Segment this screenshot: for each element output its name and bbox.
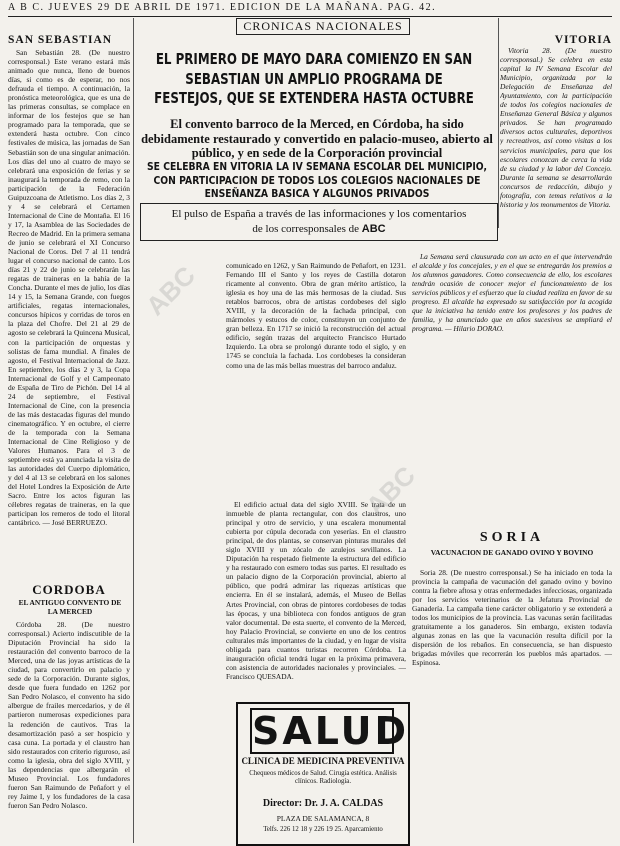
- ad-address: PLAZA DE SALAMANCA, 8: [276, 814, 370, 823]
- right-column-divider: [498, 18, 499, 228]
- ad-title: SALUD: [252, 709, 410, 753]
- cordoba-continued-body: comunicado en 1262, y San Raimundo de Peñafort, en 1231. Fernando III el Santo y los reyes de Castilla dotaron ricamente al convento. Obra de gran mérito artístico, la iglesia es hoy una de las más hermosas de la ciudad. Sus retablos barrocos, obra de artistas cordobeses del siglo XVIII, y la decoración de la fachada principal, con mármoles y estucos de color, constituyen un conjunto de gran belleza. En 1717 se inició la reconstrucción del actual edificio, según trazas del arquitecto Francisco Hurtado Izquierdo. La obra se prolongó durante todo el siglo, y en 1745 se concluía la fachada. Los cordobeses la consideran como una de las más bellas muestras del barroco andaluz.: [226, 261, 406, 370]
- salud-advertisement: [236, 702, 410, 846]
- ad-text: Chequeos médicos de Salud. Cirugía estética. Análisis clínicos. Radiología.: [249, 770, 397, 785]
- san-sebastian-title: SAN SEBASTIAN: [8, 34, 113, 46]
- cordoba-body: Córdoba 28. (De nuestro corresponsal.) Acierto indiscutible de la Diputación Provincial ha sido la restauración del convento barroco de la Merced, una de las joyas artísticas de la ciudad, para convertirlo en palacio y sede de la Corporación. Durante siglos, desde que fuera fundado en 1262 por San Pedro Nolasco, el convento ha sido albergue de frailes mercedarios, y de él partieron numerosas expediciones para la redención de cautivos. Tras la desamortización pasó a ser hospicio y casa cuna. La portada y el claustro han sido restaurados con criterio riguroso, así como la iglesia, obra del siglo XVIII, y las dependencias que albergarán el Museo Provincial. Los fundadores fueron San Raimundo de Peñafort y el rey Jaime I, y los fundadores de la casa fueron San Pedro Nolasco.: [8, 620, 130, 810]
- cordoba-edificio-body: El edificio actual data del siglo XVIII. Se trata de un inmueble de planta rectangular, con dos claustros, uno principal y otro de servicio, y una escalera monumental cubierta por cúpula decorada con yeserías. En el claustro principal, de dos plantas, se conservan pinturas murales del siglo XVIII y un zócalo de azulejos sevillanos. La Diputación ha respetado fielmente la estructura del edificio y ha restaurado con esmero todas sus partes. El resultado es un palacio digno de la Corporación provincial, abierto al público, que podrá admirar las riquezas artísticas que encierra. En él se instalará, además, el Museo de Bellas Artes Provincial, con obras de pintores cordobeses de todas las épocas, y una biblioteca con fondos antiguos de gran valor documental. De esta suerte, el convento de la Merced, hoy Palacio Provincial, se convierte en uno de los centros culturales más importantes de la ciudad, y en lugar de visita obligada para cuantos turistas recorren Córdoba. La inauguración oficial tendrá lugar en la próxima primavera, con asistencia de autoridades nacionales y provinciales. — Francisco QUESADA.: [226, 500, 406, 681]
- subhead-vitoria: SE CELEBRA EN VITORIA LA IV SEMANA ESCOLAR DEL MUNICIPIO, CON PARTICIPACION DE TODOS LOS COLEGIOS NACIONALES DE ENSEÑANZA BASICA Y ALGUNOS PRIVADOS: [147, 160, 487, 201]
- pulse-line-2-text: de los corresponsales de: [252, 223, 359, 235]
- ad-phone: Telfs. 226 12 18 y 226 19 25. Aparcamiento: [263, 826, 383, 833]
- subhead-cordoba: El convento barroco de la Merced, en Córdoba, ha sido debidamente restaurado y convertido en palacio-museo, abierto al público, y en sede de la Corporación provincial: [141, 117, 493, 161]
- san-sebastian-body: San Sebastián 28. (De nuestro corresponsal.) Este verano estará más animado que nunca, lleno de buenos días, si como es de esperar, no nos defrauda el tiempo. A continuación, la pronóstica meteorológica, que es una de las primeras consultas, se complace en informar de los festejos que se han programado para la temporada, que se extenderá hasta octubre. Con cinco festivales de música, las jornadas de San Sebastián son de una singular animación. Los días del uno al cuatro de mayo se celebrará una exposición de ferias y se inaugurará la temporada de remo, con la participación de la Federación Guipuzcoana de Atletismo. Los días 2, 3 y 4 se celebrará el Certamen Internacional de Cine de Montaña. El 16 y 17, la Asamblea de las Sociedades de Recreo de Madrid. En la primera semana de junio se celebrará el XI Concurso Nacional de Coros. Del 7 al 11 tendrá lugar el concurso nacional de canto. Los días 21 y 22 de junio se celebrarán las regatas de traineras en la bahía de la Concha. Durante el mes de julio, los días 14 y 15, la Semana Grande, con fuegos artificiales, regatas internacionales, concursos hípicos y corridas de toros en la plaza del Chofre. Del 21 al 29 de agosto se celebrará la Quincena Musical, con la participación de orquestas y solistas de fama mundial. A finales de agosto, el Festival Internacional de Jazz. En septiembre, los días 2 y 3, la Copa Internacional de Golf y el Campeonato de España de Tiro de Pichón. Del 14 al 24 de septiembre, el Festival Internacional de Cine, con la presencia de las más destacadas figuras del mundo cinematográfico. Y en octubre, el cierre de la temporada con la Semana Internacional de Cine Religioso y de Valores Humanos. Para el 3 de septiembre está ya anunciada la visita de las autoridades del Cuerpo diplomático, y del 4 al 13 se celebrará en los salones del Hotel Londres la Exposición de Arte Sacro. Entre los actos figuran las célebres regatas de traineras, en la que participan los remeros de todo el litoral cantábrico. — José BERRUEZO.: [8, 48, 130, 528]
- left-column-divider: [133, 18, 134, 843]
- abc-watermark: ABC: [140, 260, 202, 322]
- main-headline: EL PRIMERO DE MAYO DARA COMIENZO EN SAN SEBASTIAN UN AMPLIO PROGRAMA DE FESTEJOS, QUE SE EXTENDERA HASTA OCTUBRE: [154, 50, 474, 107]
- soria-subtitle: VACUNACION DE GANADO OVINO Y BOVINO: [430, 548, 594, 557]
- ad-subtitle: CLINICA DE MEDICINA PREVENTIVA: [241, 756, 405, 766]
- masthead-rule: [8, 16, 612, 17]
- abc-watermark: ABC: [360, 460, 422, 522]
- cordoba-title: CORDOBA: [32, 582, 106, 597]
- pulse-line-2: [141, 222, 497, 237]
- cordoba-subtitle: EL ANTIGUO CONVENTO DE LA MERCED: [18, 598, 122, 616]
- vitoria-body-italic: Vitoria 28. (De nuestro corresponsal.) Se celebra en esta capital la IV Semana Escolar del Municipio, organizada por la Delegación de Enseñanza del Ayuntamiento, con la participación de todos los colegios nacionales de Enseñanza General Básica y algunos privados. Se han programado diversos actos culturales, deportivos y recreativos, así como visitas a los servicios municipales, para que los escolares conozcan de cerca la vida de su ciudad y la labor del Concejo. Durante la semana se desarrollarán concursos de redacción, dibujo y fotografía, con temas relativos a la historia y los monumentos de Vitoria.: [500, 46, 612, 209]
- ad-director: Director: Dr. J. A. CALDAS: [262, 798, 384, 809]
- soria-title: SORIA: [479, 530, 545, 545]
- vitoria-title: VITORIA: [554, 34, 612, 46]
- soria-body: Soria 28. (De nuestro corresponsal.) Se ha iniciado en toda la provincia la campaña de vacunación del ganado ovino y bovino contra la fiebre aftosa y otras enfermedades infecciosas, organizada por los servicios veterinarios de la Jefatura Provincial de Ganadería. La campaña tiene carácter obligatorio y se extenderá a todos los municipios de la provincia. Las vacunas serán facilitadas gratuitamente a los ganaderos. Sin embargo, existen todavía algunas zonas en las que la vacunación resulta difícil por la dispersión de los rebaños. En consecuencia, se han dispuesto brigadas móviles que recorrerán los pueblos más apartados. — Espinosa.: [412, 568, 612, 668]
- pulse-line-1: El pulso de España a través de las informaciones y los comentarios: [171, 208, 467, 220]
- pulse-abc: ABC: [361, 223, 386, 235]
- masthead: A B C. JUEVES 29 DE ABRIL DE 1971. EDICION DE LA MAÑANA. PAG. 42.: [8, 2, 437, 13]
- section-banner: CRONICAS NACIONALES: [236, 18, 410, 35]
- pulse-box: [140, 203, 498, 241]
- vitoria-body: La Semana será clausurada con un acto en el que intervendrán el alcalde y los concejales, y en el que se entregarán los premios a los alumnos ganadores. Como consecuencia de ello, los escolares tendrán ocasión de conocer mejor el funcionamiento de los servicios públicos y el esfuerzo que la ciudad realiza en favor de su progreso. El alcalde ha expresado su satisfacción por la acogida que la iniciativa ha tenido entre los profesores y los padres de familia, y ha anunciado que en años sucesivos se ampliará el programa. — Hilario DORAO.: [412, 252, 612, 334]
